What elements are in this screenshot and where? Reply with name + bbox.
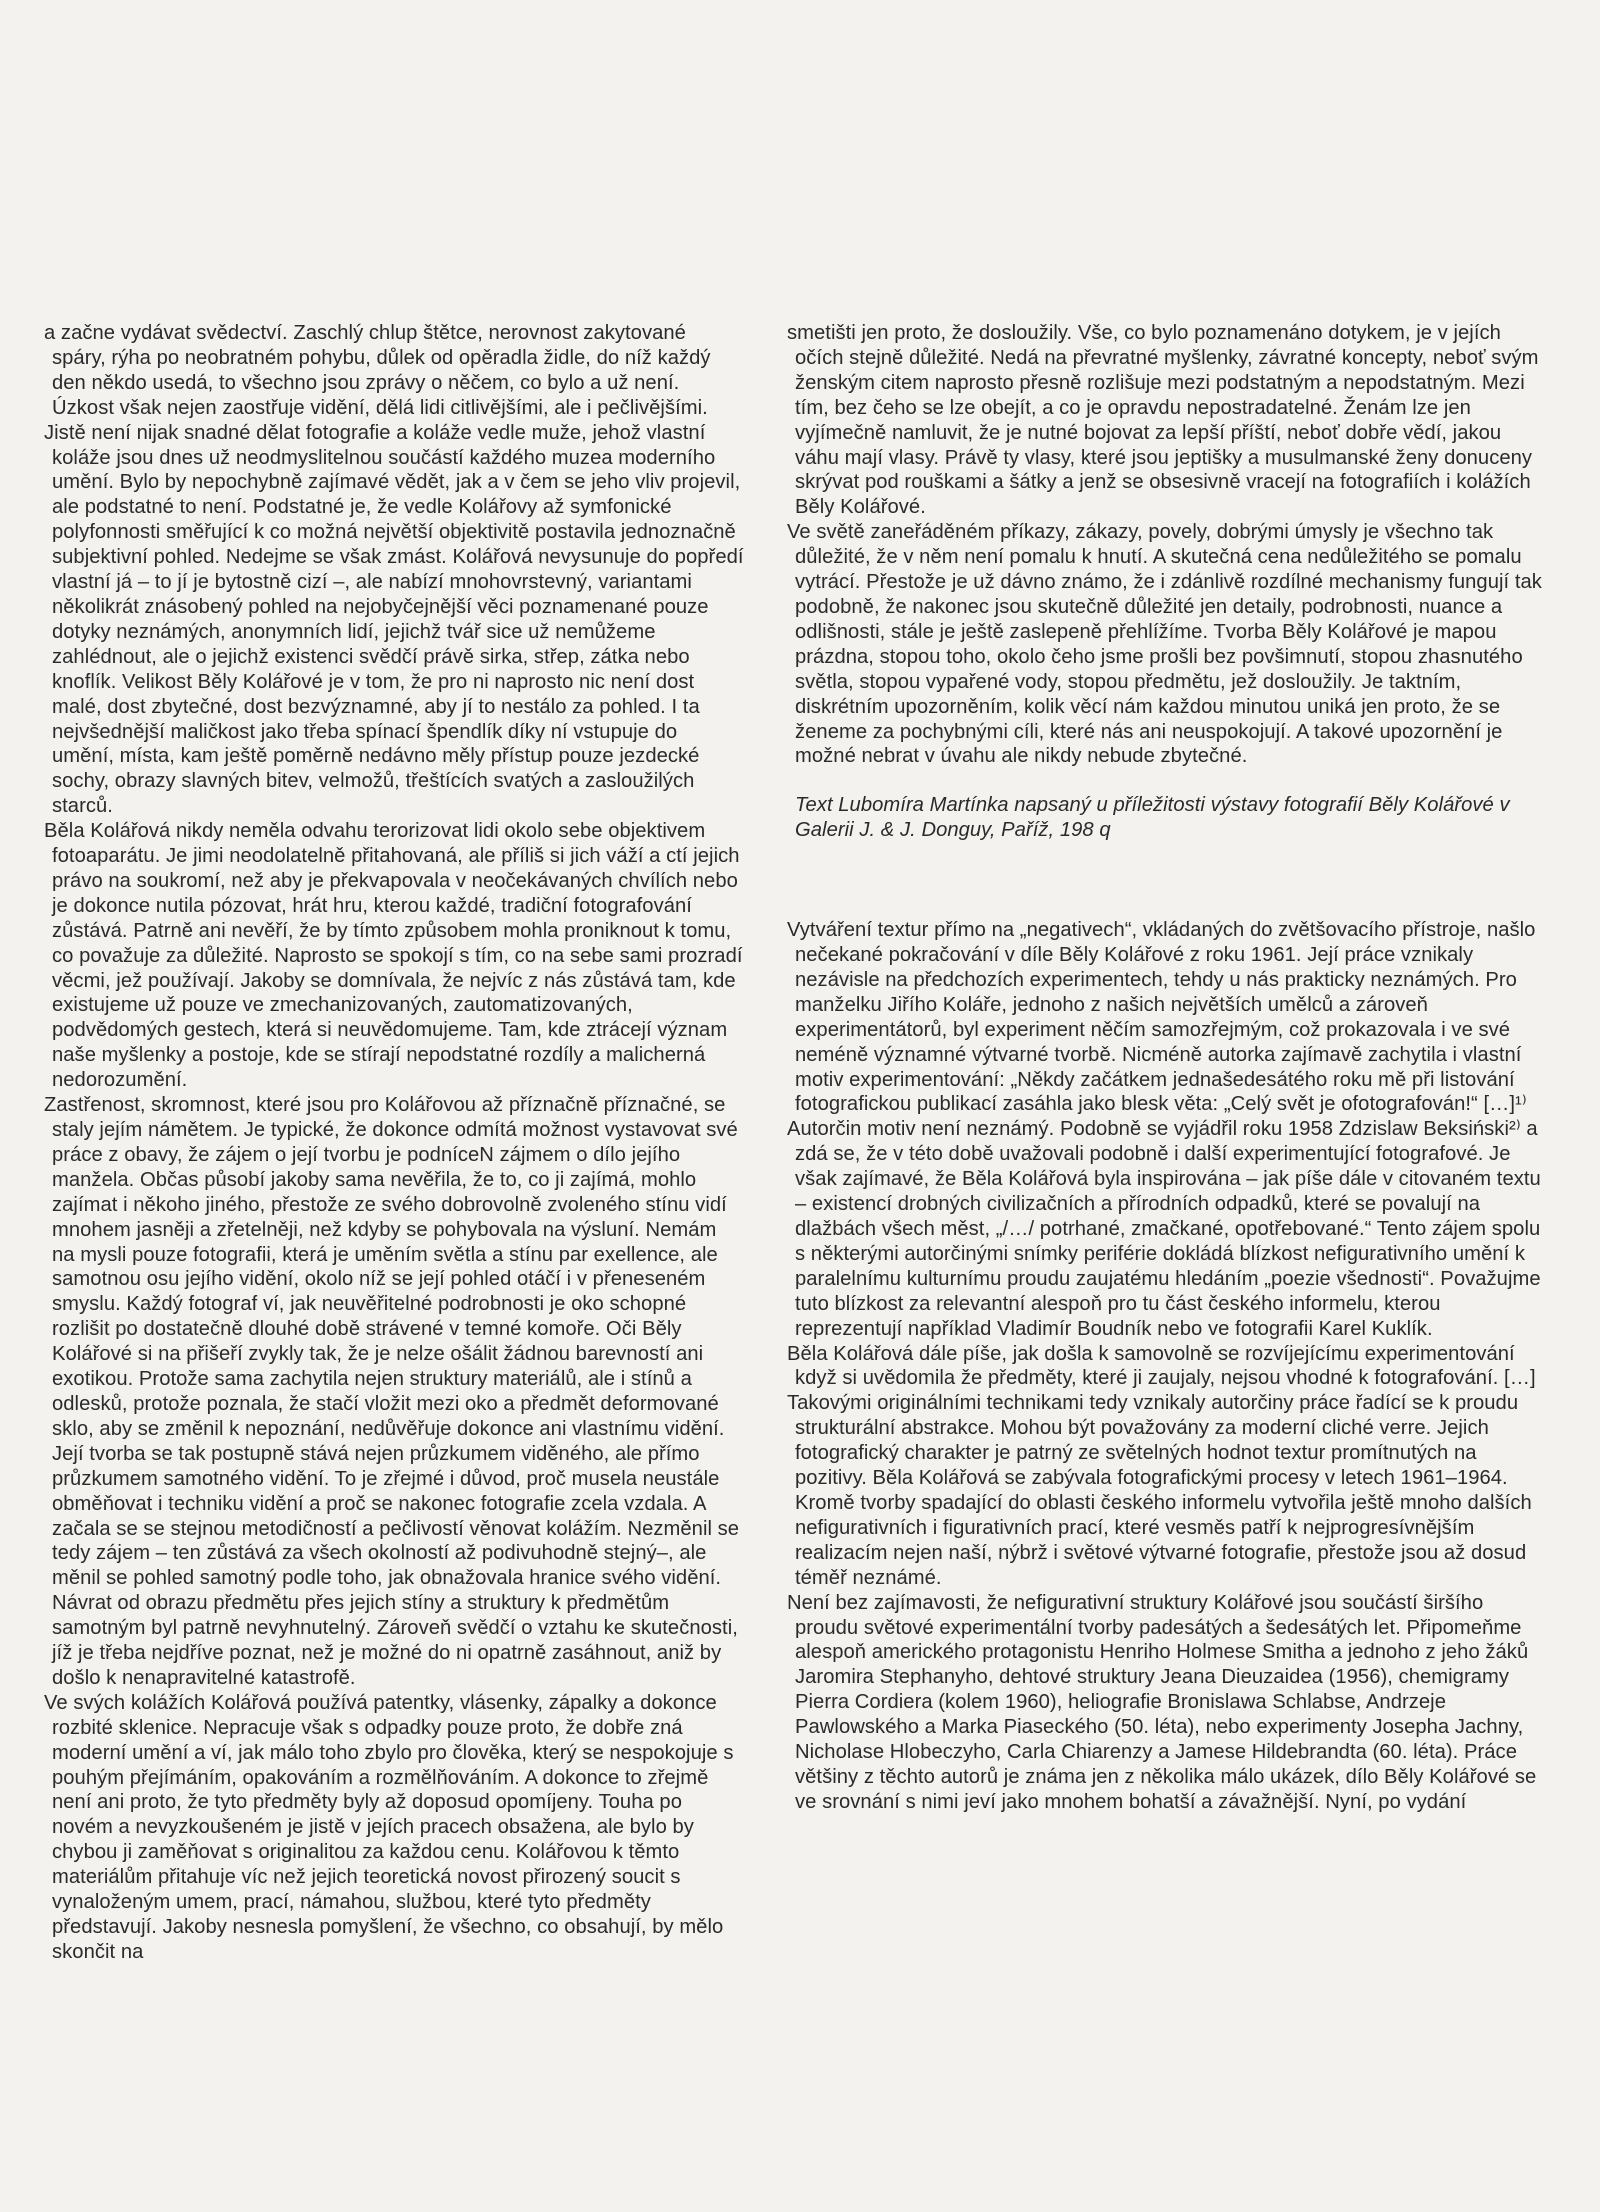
paragraph: Vytváření textur přímo na „negativech“, vkládaných do zvětšovacího přístroje, našlo nečekané pokračování v díle Běly Kolářové z roku 1961. Její práce vznikaly nezávisle na předchozích experimentech, tehdy u nás prakticky neznámých. Pro manželku Jiřího Koláře, jednoho z našich největších umělců a zároveň experimentátorů, byl experiment něčím samozřejmým, což prokazovala i ve své neméně významné výtvarné tvorbě. Nicméně autorka zajímavě zachytila i vlastní motiv experimentování: „Někdy začátkem jednašedesátého roku mě při listování fotografickou publikací zasáhla jako blesk věta: „Celý svět je ofotografován!“ […]¹⁾ — [787, 919, 1536, 1116]
right-column — [787, 321, 1547, 1815]
text-attribution-caption: Text Lubomíra Martínka napsaný u příležitosti výstavy fotografií Běly Kolářové v Galerii J. & J. Donguy, Paříž, 198 q — [795, 794, 1510, 842]
paragraph: Jistě není nijak snadné dělat fotografie a koláže vedle muže, jehož vlastní koláže jsou dnes už neodmyslitelnou součástí každého muzea moderního umění. Bylo by nepochybně zajímavé vědět, jak a v čem se jeho vliv projevil, ale podstatné to není. Podstatné je, že vedle Kolářovy až symfonické polyfonnosti směřující k co možná největší objektivitě postavila jednoznačně subjektivní pohled. Nedejme se však zmást. Kolářová nevysunuje do popředí vlastní já – to jí je bytostně cizí –, ale nabízí mnohovrstevný, variantami několikrát znásobený pohled na nejobyčejnější věci poznamenané pouze dotyky neznámých, anonymních lidí, jejichž tvář sice už nemůžeme zahlédnout, ale o jejichž existenci svědčí právě sirka, střep, zátka nebo knoflík. Velikost Běly Kolářové je v tom, že pro ni naprosto nic není dost malé, dost zbytečné, dost bezvýznamné, aby jí to nestálo za pohled. I ta nejvšednější maličkost jako třeba spínací špendlík díky ní vstupuje do umění, místa, kam ještě poměrně nedávno měly přístup pouze jezdecké sochy, obrazy slavných bitev, velmožů, třeštících svatých a zasloužilých starců. — [44, 421, 744, 818]
paragraph: Ve světě zaneřáděném příkazy, zákazy, povely, dobrými úmysly je všechno tak důležité, že v něm není pomalu k hnutí. A skutečná cena nedůležitého se pomalu vytrácí. Přestože je už dávno známo, že i zdánlivě rozdílné mechanismy fungují tak podobně, že nakonec jsou skutečně důležité jen detaily, podrobnosti, nuance a odlišnosti, stále je ještě zaslepeně přehlížíme. Tvorba Běly Kolářové je mapou prázdna, stopou toho, okolo čeho jsme prošli bez povšimnutí, stopou zhasnutého světla, stopou vypařené vody, stopou předmětu, jež dosloužily. Je taktním, diskrétním upozorněním, kolik věcí nám každou minutou uniká jen proto, že se ženeme za pochybnými cíli, které nás ani neuspokojují. A takové upozornění je možné nebrat v úvahu ale nikdy nebude zbytečné. — [787, 521, 1542, 768]
paragraph: Zastřenost, skromnost, které jsou pro Kolářovou až příznačně příznačné, se staly jejím námětem. Je typické, že dokonce odmítá možnost vystavovat své práce z obavy, že zájem o její tvorbu je podníceN zájmem o dílo jejího manžela. Občas působí jakoby sama nevěřila, že to, co ji zajímá, mohlo zajímat i někoho jiného, přestože ze svého dobrovolně zvoleného stínu vidí mnohem jasněji a zřetelněji, než kdyby se pohybovala na výsluní. Nemám na mysli pouze fotografii, která je uměním světla a stínu par exellence, ale samotnou osu jejího vidění, okolo níž se její pohled otáčí i v přeneseném smyslu. Každý fotograf ví, jak neuvěřitelné podrobnosti je oko schopné rozlišit po dostatečně dlouhé době strávené v temné komoře. Oči Běly Kolářové si na přišeří zvykly tak, že je nelze ošálit žádnou barevností ani exotikou. Protože sama zachytila nejen struktury materiálů, ale i stínů a odlesků, protože poznala, že stačí vložit mezi oko a předmět deformované sklo, aby se změnil k nepoznání, nedůvěřuje dokonce ani vlastnímu vidění. Její tvorba se tak postupně stává nejen průzkumem viděného, ale přímo průzkumem samotného vidění. To je zřejmé i důvod, proč musela neustále obměňovat i techniku vidění a proč se nakonec fotografie zcela vzdala. A začala se se stejnou metodičností a pečlivostí věnovat kolážím. Nezměnil se tedy zájem – ten zůstává za všech okolností až podivuhodně stejný–, ale měnil se pohled samotný podle toho, jak obnažovala hranice svého vidění. Návrat od obrazu předmětu přes jejich stíny a struktury k předmětům samotným byl patrně nevyhnutelný. Zároveň svědčí o vztahu ke skutečnosti, jíž je třeba nejdříve poznat, než je možné do ni opatrně zasáhnout, aniž by došlo k nenapravitelné katastrofě. — [44, 1094, 740, 1689]
paragraph: Není bez zajímavosti, že nefigurativní struktury Kolářové jsou součástí širšího proudu světové experimentální tvorby padesátých a šedesátých let. Připomeňme alespoň amerického protagonistu Henriho Holmese Smitha a jednoho z jeho žáků Jaromira Stephanyho, dehtové struktury Jeana Dieuzaidea (1956), chemigramy Pierra Cordiera (kolem 1960), heliografie Bronislawa Schlabse, Andrzeje Pawlowského a Marka Piaseckého (50. léta), nebo experimenty Josepha Jachny, Nicholase Hlobeczyho, Carla Chiarenzy a Jamese Hildebrandta (60. léta). Práce většiny z těchto autorů je známa jen z několika málo ukázek, dílo Běly Kolářové se ve srovnání s nimi jeví jako mnohem bohatší a závažnější. Nyní, po vydání — [787, 1591, 1537, 1813]
paragraph: a začne vydávat svědectví. Zaschlý chlup štětce, nerovnost zakytované spáry, rýha po neobratném pohybu, důlek od opěradla židle, do níž každý den někdo usedá, to všechno jsou zprávy o něčem, co bylo a už není. Úzkost však nejen zaostřuje vidění, dělá lidi citlivějšími, ale i pečlivějšími. — [44, 322, 711, 419]
paragraph: Běla Kolářová nikdy neměla odvahu terorizovat lidi okolo sebe objektivem fotoaparátu. Je jimi neodolatelně přitahovaná, ale příliš si jich váží a ctí jejich právo na soukromí, než aby je překvapovala v neočekávaných chvílích nebo je dokonce nutila pózovat, hrát hru, kterou každé, tradiční fotografování zůstává. Patrně ani nevěří, že by tímto způsobem mohla proniknout k tomu, co považuje za důležité. Naprosto se spokojí s tím, co na sebe sami prozradí věcmi, jež používají. Jakoby se domnívala, že nejvíc z nás zůstává tam, kde existujeme už pouze ve zmechanizovaných, zautomatizovaných, podvědomých gestech, která si neuvědomujeme. Tam, kde ztrácejí význam naše myšlenky a postoje, kde se stírají nepodstatné rozdíly a malicherná nedorozumění. — [44, 820, 743, 1092]
paragraph: Takovými originálními technikami tedy vznikaly autorčiny práce řadící se k proudu strukturální abstrakce. Mohou být považovány za moderní cliché verre. Jejich fotografický charakter je patrný ze světelných hodnot textur promítnutých na pozitivy. Běla Kolářová se zabývala fotografickými procesy v letech 1961–1964. Kromě tvorby spadající do oblasti českého informelu vytvořila ještě mnoho dalších nefigurativních i figurativních prací, které vesměs patří k nejprogresívnějším realizacím nejen naší, nýbrž i světové výtvarné fotografie, přestože jsou až dosud téměř neznámé. — [787, 1392, 1532, 1589]
paragraph: Běla Kolářová dále píše, jak došla k samovolně se rozvíjejícímu experimentování když si uvědomila že předměty, které ji zaujaly, nejsou vhodné k fotografování. […] — [787, 1342, 1536, 1390]
section-spacer — [787, 843, 1547, 918]
paragraph: Autorčin motiv není neznámý. Podobně se vyjádřil roku 1958 Zdzislaw Beksiński²⁾ a zdá se, že v této době uvažovali podobně i další experimentující fotografové. Je však zajímavé, že Běla Kolářová byla inspirována – jak píše dále v citovaném textu – existencí drobných civilizačních a přírodních odpadků, které se povalují na dlažbách všech měst, „/…/ potrhané, zmačkané, opotřebované.“ Tento zájem spolu s některými autorčinými snímky periférie dokládá blízkost nefigurativního umění k paralelnímu kulturnímu proudu zaujatému hledáním „poezie všednosti“. Považujme tuto blízkost za relevantní alespoň pro tu část českého informelu, kterou reprezentují například Vladimír Boudník nebo ve fotografii Karel Kuklík. — [787, 1118, 1541, 1340]
left-column — [44, 321, 744, 1965]
paragraph: smetišti jen proto, že dosloužily. Vše, co bylo poznamenáno dotykem, je v jejích očích stejně důležité. Nedá na převratné myšlenky, závratné koncepty, neboť svým ženským citem naprosto přesně rozlišuje mezi podstatným a nepodstatným. Mezi tím, bez čeho se lze obejít, a co je opravdu nepostradatelné. Ženám lze jen vyjímečně namluvit, že je nutné bojovat za lepší příští, neboť dobře vědí, jakou váhu mají vlasy. Právě ty vlasy, které jsou jeptišky a musulmanské ženy donuceny skrývat pod rouškami a šátky a jenž se obsesivně vracejí na fotografiích i kolážích Běly Kolářové. — [787, 322, 1539, 519]
paragraph: Ve svých kolážích Kolářová používá patentky, vlásenky, zápalky a dokonce rozbité sklenice. Nepracuje však s odpadky pouze proto, že dobře zná moderní umění a ví, jak málo toho zbylo pro člověka, který se nespokojuje s pouhým přejímáním, opakováním a rozmělňováním. A dokonce to zřejmě není ani proto, že tyto předměty byly až doposud opomíjeny. Touha po novém a nevyzkoušeném je jistě v jejích pracech obsažena, ale bylo by chybou ji zaměňovat s originalitou za každou cenu. Kolářovou k těmto materiálům přitahuje víc než jejich teoretická novost přirozený soucit s vynaloženým umem, prací, námahou, službou, které tyto předměty představují. Jakoby nesnesla pomyšlení, že všechno, co obsahují, by mělo skončit na — [44, 1691, 734, 1963]
